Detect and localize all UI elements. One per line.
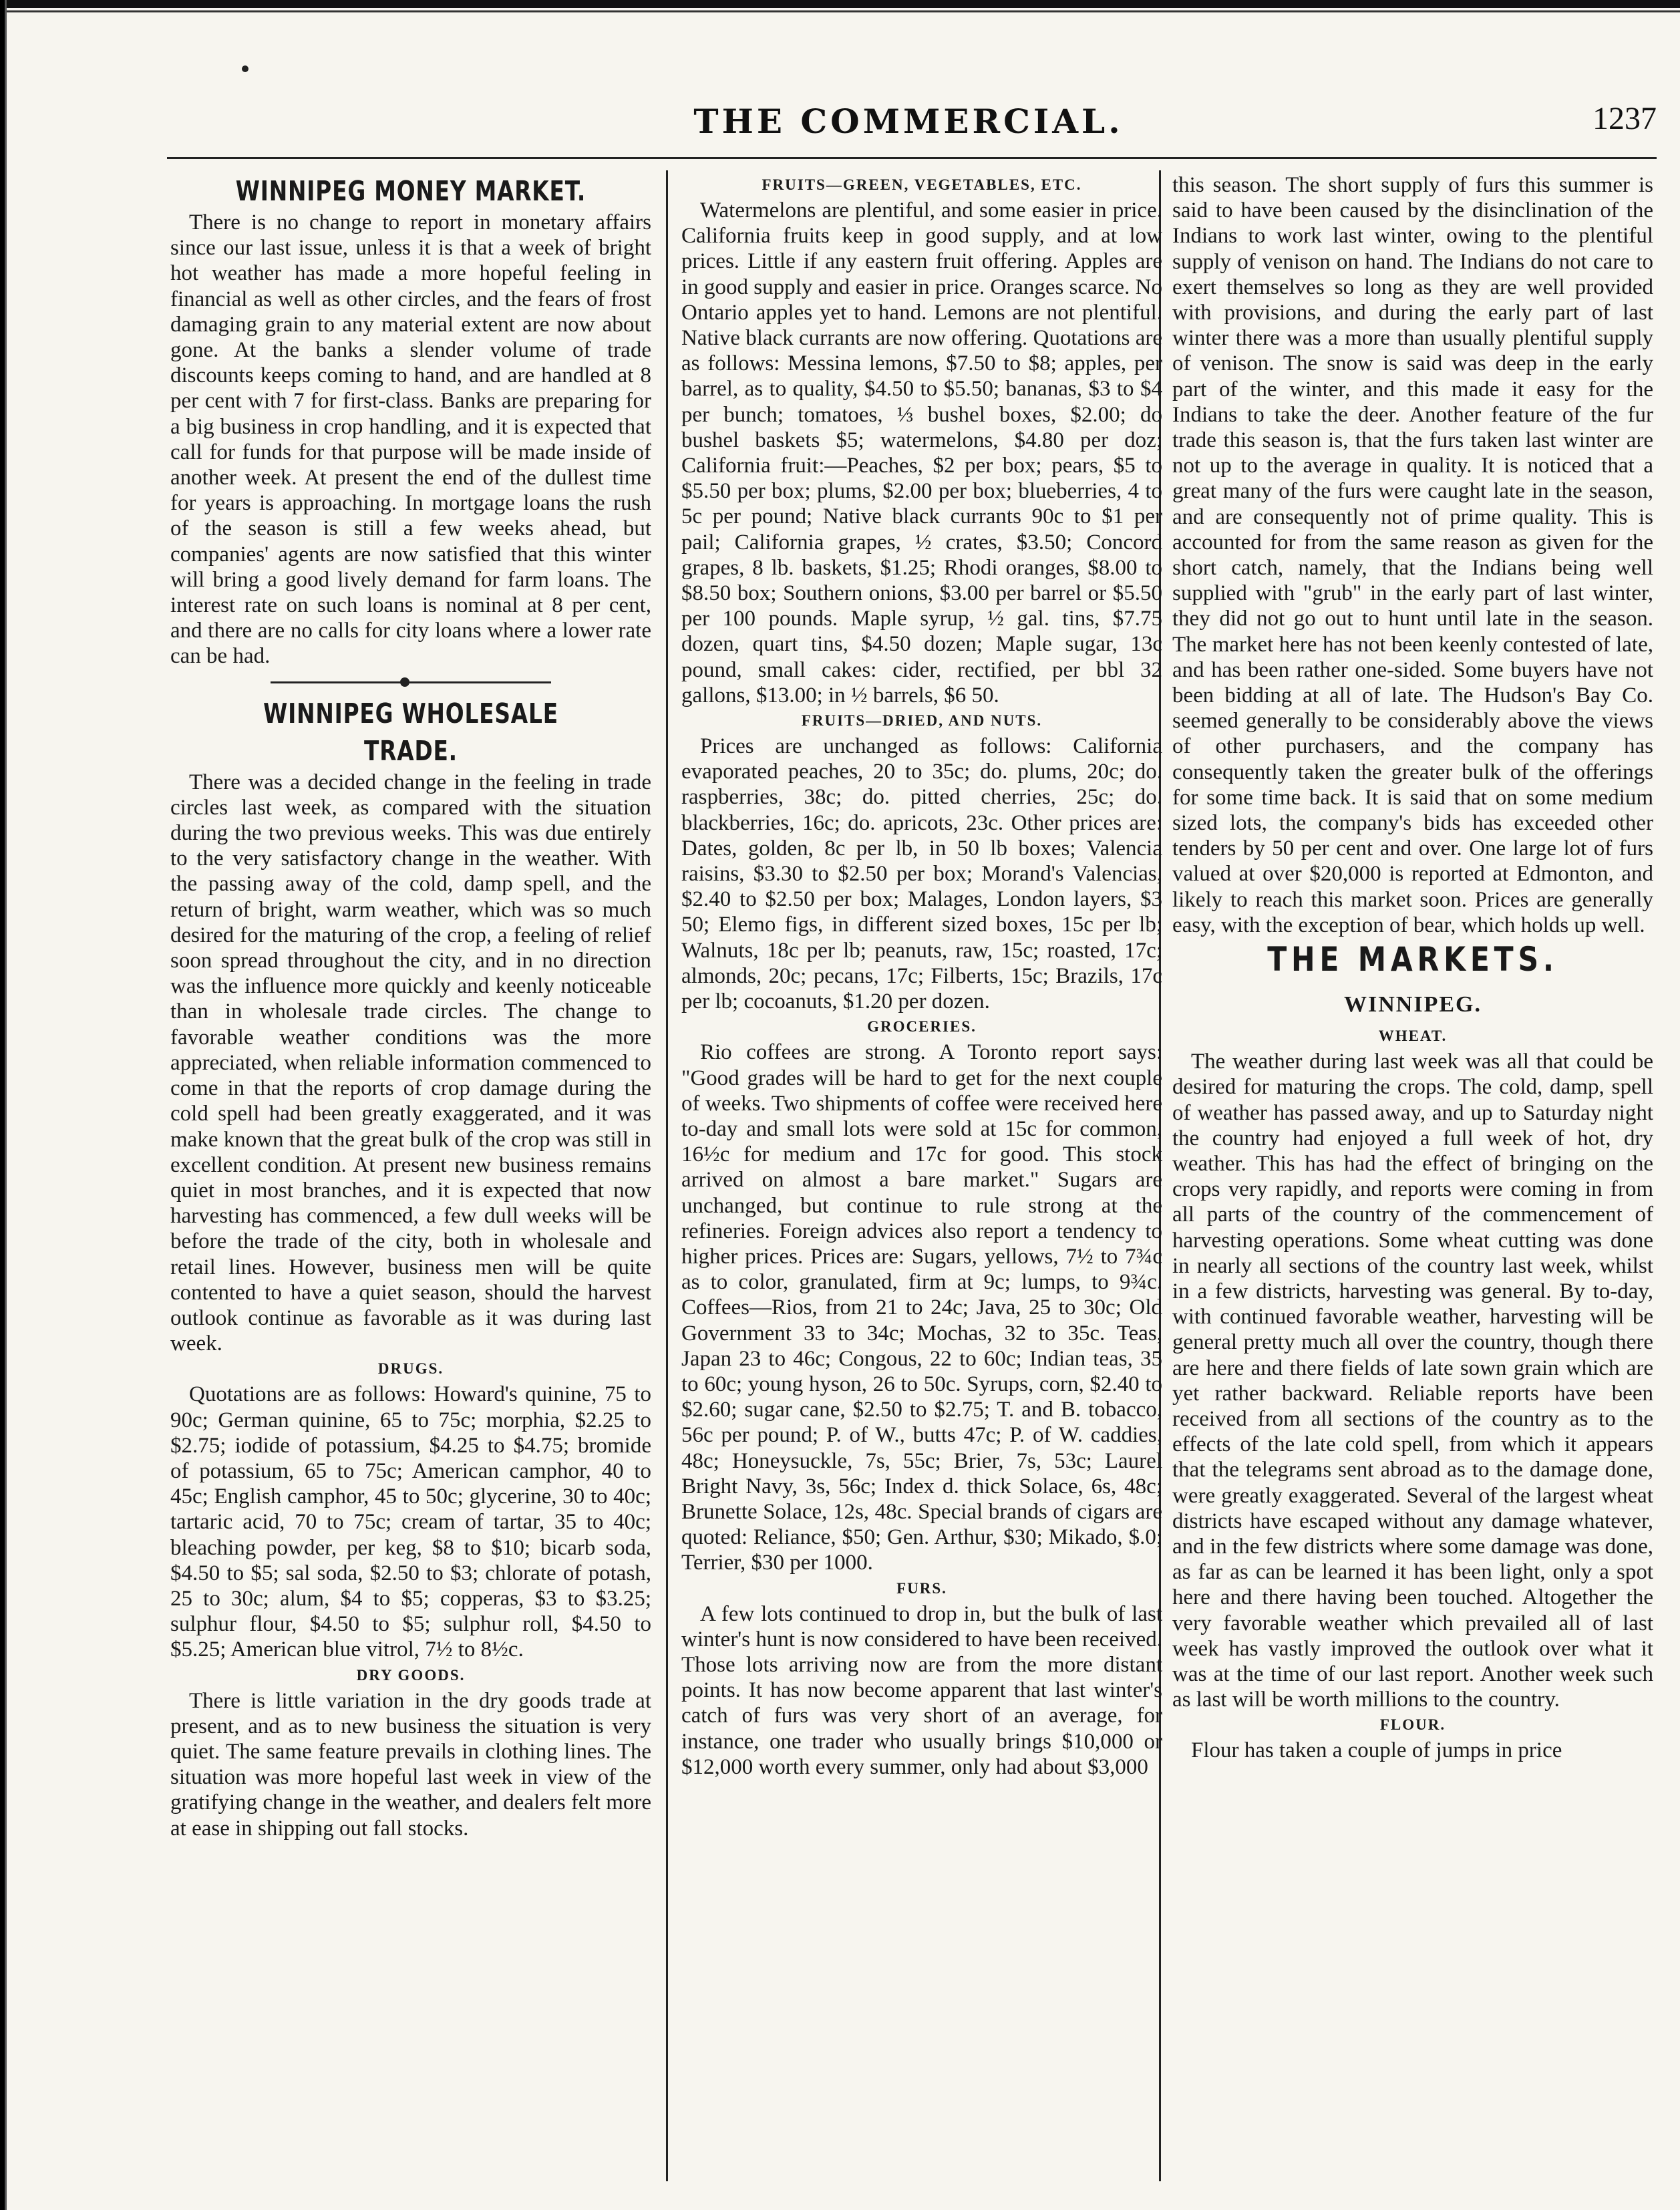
section-subhead: GROCERIES. [867, 1018, 977, 1036]
section-body: Quotations are as follows: Howard's quinine, 75 to 90c; German quinine, 65 to 75c; morphia, $2.25 to $2.75; iodide of potassium, $4.25 to $4.75; bromide of potassium, 65 to 75c; American camphor, 40 to 45c; English camphor, 45 to 50c; glycerine, 30 to 40c; tartaric acid, 70 to 75c; cream of tartar, 35 to 40c; bleaching powder, per keg, $8 to $10; bicarb soda, $4.50 to $5; sal soda, $2.50 to $3; chlorate of potash, 25 to 30c; alum, $4 to $5; copperas, $3 to $3.25; sulphur flour, $4.50 to $5; sulphur roll, $4.50 to $5.25; American blue vitrol, 7½ to 8½c. [170, 1382, 651, 1662]
article-headline: WINNIPEG MONEY MARKET. [235, 175, 586, 207]
section-body: Flour has taken a couple of jumps in price [1191, 1738, 1562, 1763]
section-subhead: WHEAT. [1378, 1028, 1448, 1045]
ink-speck [242, 65, 248, 72]
page-number: 1237 [1592, 101, 1657, 136]
section-body: Prices are unchanged as follows: California evaporated peaches, 20 to 35c; do. plums, 20c; do. raspberries, 38c; do. pitted cherries, 25c; do. blackberries, 16c; do. apricots, 23c. Other prices are: Dates, golden, 8c per lb, in 50 lb boxes; Valencia raisins, $3.30 to $2.50 per box; Morand's Valencias, $2.40 to $2.50 per box; Malages, London layers, $3 50; Elemo figs, in different sized boxes, 15c per lb; Walnuts, 18c per lb; peanuts, raw, 15c; roasted, 17c; almonds, 20c; pecans, 17c; Filberts, 15c; Brazils, 17c per lb; cocoanuts, $1.20 per dozen. [681, 734, 1162, 1014]
section-body: A few lots continued to drop in, but the bulk of last winter's hunt is now considered to have been received. Those lots arriving now are from the more distant points. It has now become apparent that last winter's catch of furs was very short of an average, for instance, one trader who usually brings $10,000 or $12,000 worth every summer, only had about $3,000 [681, 1601, 1162, 1779]
column-rule [666, 170, 668, 2181]
masthead-rule [167, 157, 1657, 159]
section-subhead: FLOUR. [1379, 1716, 1446, 1734]
column-middle [681, 172, 1162, 1780]
column-right [1172, 172, 1653, 1764]
section-body: There is little variation in the dry goods trade at present, and as to new business the situation is very quiet. The same feature prevails in clothing lines. The situation was more hopeful last week in view of the gratifying change in the weather, and dealers felt more at ease in shipping out fall stocks. [170, 1688, 651, 1841]
section-body: Rio coffees are strong. A Toronto report says: "Good grades will be hard to get for the next couple of weeks. Two shipments of coffee were received here to-day and small lots were sold at 15c for common, 16½c for medium and 17c for good. This stock arrived on almost a bare market." Sugars are unchanged, but continue to rule strong at the refineries. Foreign advices also report a tendency to higher prices. Prices are: Sugars, yellows, 7½ to 7¾c as to color, granulated, firm at 9c; lumps, to 9¾c. Coffees—Rios, from 21 to 24c; Java, 25 to 30c; Old Government 33 to 34c; Mochas, 32 to 35c. Teas, Japan 23 to 46c; Congous, 22 to 60c; Indian teas, 35 to 60c; young hyson, 26 to 50c. Syrups, corn, $2.40 to $2.60; sugar cane, $2.50 to $2.75; T. and B. tobacco, 56c per pound; P. of W., butts 47c; P. of W. caddies, 48c; Honeysuckle, 7s, 55c; Brier, 7s, 53c; Laurel Bright Navy, 3s, 56c; Index d. thick Solace, 6s, 48c; Brunette Solace, 12s, 48c. Special brands of cigars are quoted: Reliance, $50; Gen. Arthur, $30; Mikado, $.0; Terrier, $30 per 1000. [681, 1040, 1162, 1575]
money-market-article [170, 172, 651, 669]
section-body: Watermelons are plentiful, and some easier in price. California fruits keep in good supply, and at low prices. Little if any eastern fruit offering. Apples are in good supply and easier in price. Oranges scarce. No Ontario apples yet to hand. Lemons are not plentiful. Native black currants are now offering. Quotations are as follows: Messina lemons, $7.50 to $8; apples, per barrel, as to quality, $4.50 to $5.50; bananas, $3 to $4 per bunch; tomatoes, ⅓ bushel boxes, $2.00; do bushel baskets $5; watermelons, $4.80 per doz; California fruit:—Peaches, $2 per box; pears, $5 to $5.50 per box; plums, $2.00 per box; blueberries, 4 to 5c per pound; Native black currants 90c to $1 per pail; California grapes, ½ crates, $3.50; Concord grapes, 8 lb. baskets, $1.25; Rhodi oranges, $8.00 to $8.50 box; Southern onions, $3.00 per barrel or $5.50 per 100 pounds. Maple syrup, ½ gal. tins, $7.75 dozen, quart tins, $4.50 dozen; Maple sugar, 13c pound, small cakes: cider, rectified, per bbl 32 gallons, $13.00; in ½ barrels, $6 50. [681, 198, 1162, 707]
wholesale-trade-article [170, 695, 651, 1841]
article-body: There is no change to report in monetary affairs since our last issue, unless it is that a week of bright hot weather has made a more hopeful feeling in financial as well as other circles, and the fears of frost damaging grain to any material extent are now about gone. At the banks a slender volume of trade discounts keeps coming to hand, and are handled at 8 per cent with 7 for first-class. Banks are preparing for a big business in crop handling, and it is expected that call for funds for that purpose will be made inside of another week. At present the end of the dullest time for years is approaching. In mortgage loans the rush of the season is still a few weeks ahead, but companies' agents are now satisfied that this winter will bring a good lively demand for farm loans. The interest rate on such loans is nominal at 8 per cent, and there are no calls for city loans where a lower rate can be had. [170, 210, 651, 669]
column-left [170, 172, 651, 1841]
section-subhead: FURS. [896, 1579, 947, 1597]
city-headline: WINNIPEG. [1344, 992, 1482, 1017]
publication-title: THE COMMERCIAL. [693, 102, 1124, 141]
section-body: The weather during last week was all that could be desired for maturing the crops. The cold, damp, spell of weather has passed away, and up to Saturday night the country had enjoyed a full week of hot, dry weather. This has had the effect of bringing on the crops very rapidly, and reports were coming in from all parts of the country of the commencement of harvesting operations. Some wheat cutting was done in nearly all sections of the country last week, whilst in a few districts, harvesting was general. By to-day, with continued favorable weather, harvesting will be general pretty much all over the country, though there are here and there fields of late sown grain which are yet rather backward. Reliable reports have been received from all sections of the country as to the effects of the late cold spell, from which it appears that the telegrams sent abroad as to the damage done, were greatly exaggerated. Several of the largest wheat districts have escaped without any damage whatever, and in the few districts where some damage was done, as far as can be learned it has been light, only a spot here and there having been touched. Altogether the very favorable weather which prevailed all of last week has vastly improved the outlook over what it was at the time of our last report. Another week such as last will be worth millions to the country. [1172, 1050, 1653, 1712]
section-body-continued: this season. The short supply of furs this summer is said to have been caused by the disinclination of the Indians to work last winter, owing to the plentiful supply of venison on hand. The Indians do not care to exert themselves so long as they are well provided with provisions, and during the early part of last winter there was a more than usually plentiful supply of venison. The snow is said was deep in the early part of the winter, and this made it easy for the Indians to take the deer. Another feature of the fur trade this season is, that the furs taken last winter are not up to the average in quality. It is noticed that a great many of the furs were caught late in the season, and are consequently not of prime quality. This is accounted for from the same reason as given for the short catch, namely, that the Indians being well supplied with "grub" in the early part of last winter, they did not go out to hunt until late in the season. The market here has not been keenly contested of late, and has been rather one-sided. Some buyers have not been bidding at all of late. The Hudson's Bay Co. seemed generally to be considerably above the views of other purchasers, and the company has consequently taken the greater bulk of the offerings for some time back. It is said that on some medium sized lots, the company's bids has exceeded other tenders by 50 per cent and over. One large lot of furs valued at over $20,000 is reported at Edmonton, and likely to reach this market soon. Prices are generally easy, with the exception of bear, which holds up well. [1172, 173, 1653, 937]
top-border-rule [0, 0, 1680, 15]
left-page-edge [0, 0, 9, 2210]
article-body: There was a decided change in the feeling in trade circles last week, as compared with the situation during the two previous weeks. This was due entirely to the very satisfactory change in the weather. With the passing away of the cold, damp spell, and the return of bright, warm weather, which was so much desired for the maturing of the crop, a feeling of relief soon spread throughout the city, and in no direction was the influence more quickly and keenly noticeable than in wholesale trade circles. The change to favorable weather conditions was the more appreciated, when reliable information commenced to come in that the reports of crop damage during the cold spell had been greatly exaggerated, and it was make known that the great bulk of the crop was still in excellent condition. At present new business remains quiet in most branches, and it is expected that now harvesting has commenced, a few dull weeks will be before the trade of the city, both in wholesale and retail lines. However, business men will be quite contented to have a quiet season, should the harvest outlook continue as favorable as it was during last week. [170, 770, 651, 1356]
section-divider [170, 672, 651, 692]
section-subhead: FRUITS—GREEN, VEGETABLES, ETC. [762, 176, 1082, 193]
section-subhead: FRUITS—DRIED, AND NUTS. [801, 712, 1043, 730]
markets-headline: THE MARKETS. [1267, 940, 1558, 979]
section-subhead: DRUGS. [377, 1360, 444, 1378]
section-subhead: DRY GOODS. [356, 1666, 466, 1684]
masthead [167, 100, 1657, 140]
article-headline: WINNIPEG WHOLESALE TRADE. [263, 697, 558, 767]
